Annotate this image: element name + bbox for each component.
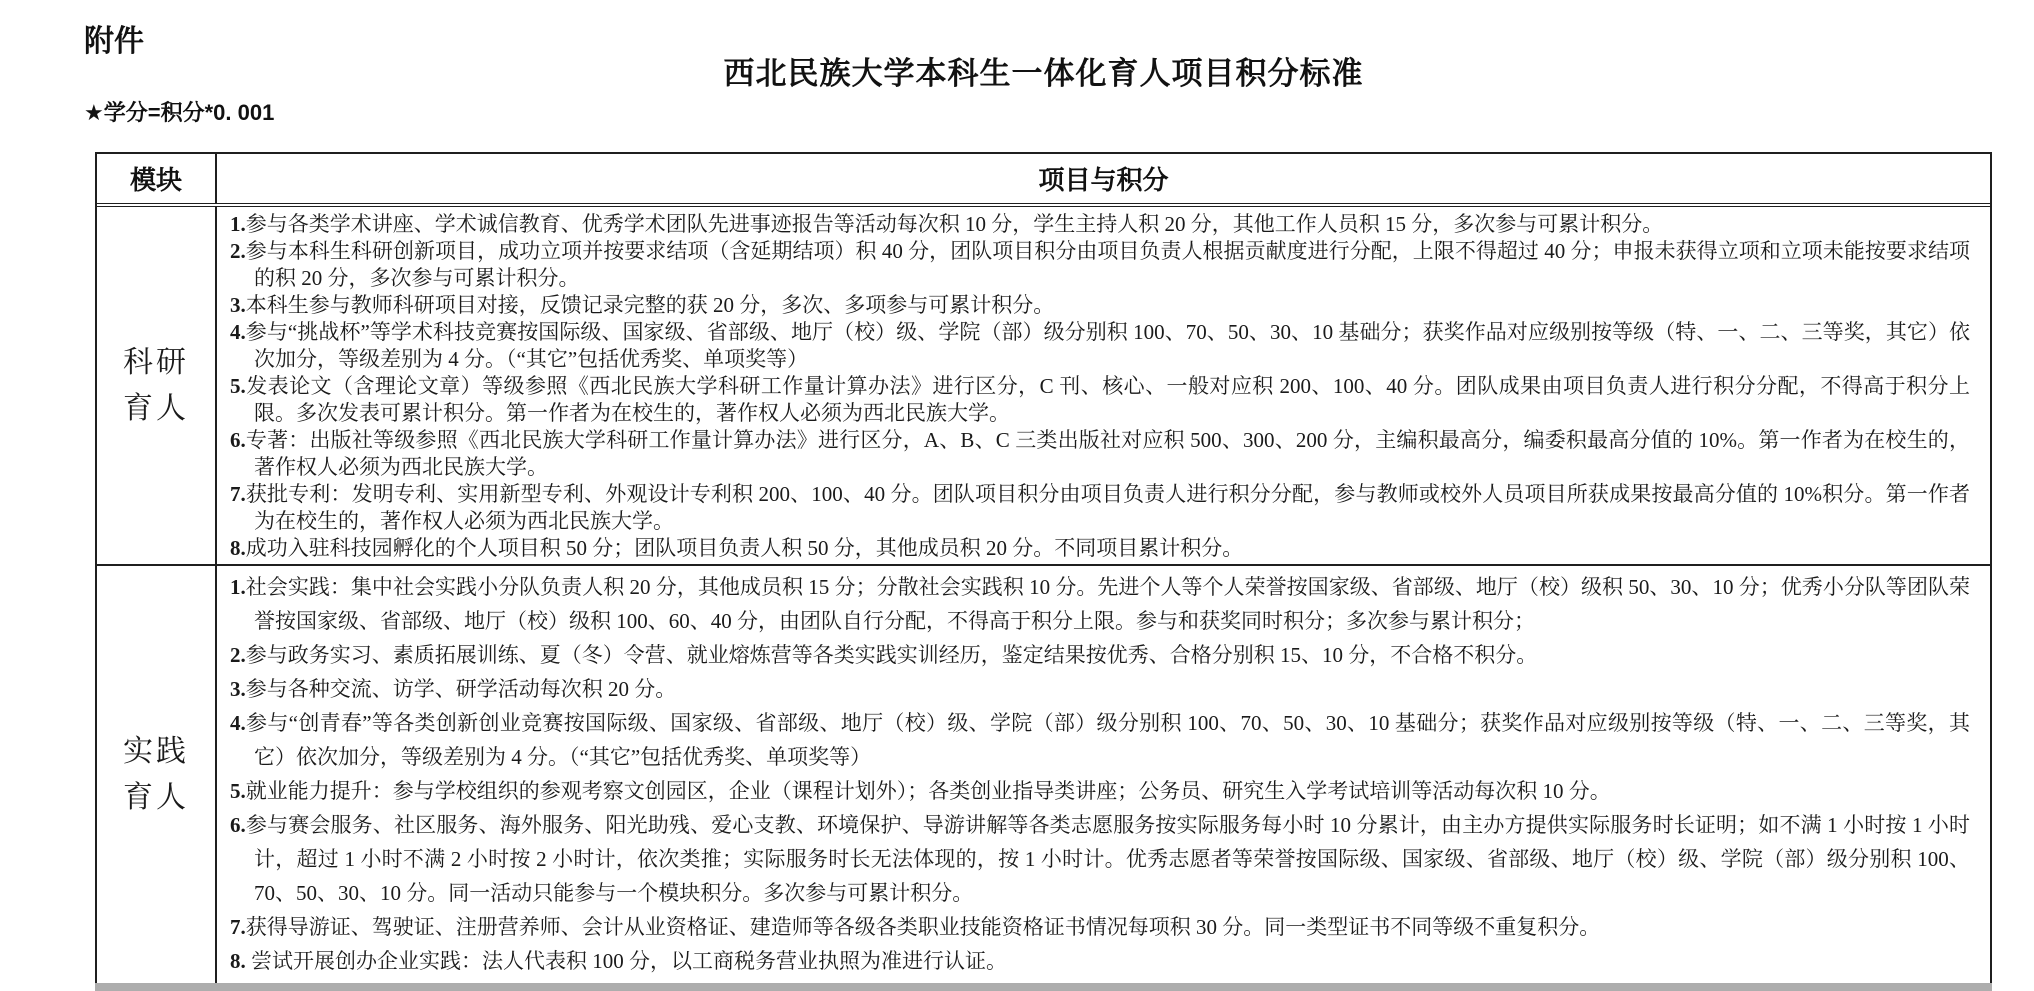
score-item: 7.获批专利：发明专利、实用新型专利、外观设计专利积 200、100、40 分。团队项目积分由项目负责人进行积分分配，参与教师或校外人员项目所获成果按最高分值的 10%积分。第一作者为在校生的，著作权人必须为西北民族大学。 <box>230 482 1970 533</box>
table-row <box>97 564 1990 983</box>
item-number: 1. <box>230 212 246 236</box>
score-item: 6.专著：出版社等级参照《西北民族大学科研工作量计算办法》进行区分，A、B、C 三类出版社对应积 500、300、200 分，主编积最高分，编委积最高分值的 10%。第一作者为在校生的，著作权人必须为西北民族大学。 <box>230 428 1970 479</box>
item-number: 8. <box>230 536 246 560</box>
content-cell <box>217 207 1990 564</box>
score-item: 1.参与各类学术讲座、学术诚信教育、优秀学术团队先进事迹报告等活动每次积 10 分，学生主持人积 20 分，其他工作人员积 15 分，多次参与可累计积分。 <box>230 212 1664 236</box>
score-item: 7.获得导游证、驾驶证、注册营养师、会计从业资格证、建造师等各级各类职业技能资格证书情况每项积 30 分。同一类型证书不同等级不重复积分。 <box>230 915 1601 939</box>
score-item: 3.本科生参与教师科研项目对接，反馈记录完整的获 20 分，多次、多项参与可累计积分。 <box>230 293 1055 317</box>
page-title: 西北民族大学本科生一体化育人项目积分标准 <box>723 56 1364 91</box>
item-number: 5. <box>230 374 246 398</box>
item-number: 8. <box>230 949 246 973</box>
module-cell: 科研 育人 <box>97 207 217 564</box>
module-column-header: 模块 <box>97 154 217 203</box>
item-number: 6. <box>230 813 246 837</box>
score-table-body <box>97 207 1990 983</box>
score-item: 2.参与政务实习、素质拓展训练、夏（冬）令营、就业熔炼营等各类实践实训经历，鉴定结果按优秀、合格分别积 15、10 分，不合格不积分。 <box>230 643 1538 667</box>
item-number: 4. <box>230 711 246 735</box>
item-number: 7. <box>230 482 246 506</box>
score-item: 4.参与“挑战杯”等学术科技竞赛按国际级、国家级、省部级、地厅（校）级、学院（部）级分别积 100、70、50、30、10 基础分；获奖作品对应级别按等级（特、一、二、三等奖，其它）依次加分，等级差别为 4 分。（“其它”包括优秀奖、单项奖等） <box>230 320 1970 371</box>
score-item: 2.参与本科生科研创新项目，成功立项并按要求结项（含延期结项）积 40 分，团队项目积分由项目负责人根据贡献度进行分配，上限不得超过 40 分；申报未获得立项和立项未能按要求结项的积 20 分，多次参与可累计积分。 <box>230 239 1970 290</box>
item-number: 2. <box>230 643 246 667</box>
score-item: 5.发表论文（含理论文章）等级参照《西北民族大学科研工作量计算办法》进行区分，C 刊、核心、一般对应积 200、100、40 分。团队成果由项目负责人进行积分分配，不得高于积分上限。多次发表可累计积分。第一作者为在校生的，著作权人必须为西北民族大学。 <box>230 374 1970 425</box>
score-item: 4.参与“创青春”等各类创新创业竞赛按国际级、国家级、省部级、地厅（校）级、学院（部）级分别积 100、70、50、30、10 基础分；获奖作品对应级别按等级（特、一、二、三等奖，其它）依次加分，等级差别为 4 分。（“其它”包括优秀奖、单项奖等） <box>230 711 1970 769</box>
item-number: 7. <box>230 915 246 939</box>
table-row <box>97 207 1990 564</box>
score-item: 5.就业能力提升：参与学校组织的参观考察文创园区，企业（课程计划外）；各类创业指导类讲座；公务员、研究生入学考试培训等活动每次积 10 分。 <box>230 779 1611 803</box>
score-item: 1.社会实践：集中社会实践小分队负责人积 20 分，其他成员积 15 分；分散社会实践积 10 分。先进个人等个人荣誉按国家级、省部级、地厅（校）级积 50、30、10 分；优秀小分队等团队荣誉按国家级、省部级、地厅（校）级积 100、60、40 分，由团队自行分配，不得高于积分上限。参与和获奖同时积分；多次参与累计积分； <box>230 575 1970 633</box>
credit-formula-note: ★学分=积分*0. 001 <box>84 100 275 125</box>
score-table <box>95 152 1992 985</box>
table-header-row <box>97 154 1990 207</box>
item-number: 6. <box>230 428 246 452</box>
item-number: 1. <box>230 575 246 599</box>
attachment-label: 附件 <box>84 25 144 58</box>
score-item: 8. 尝试开展创办企业实践：法人代表积 100 分，以工商税务营业执照为准进行认证。 <box>230 949 1007 973</box>
item-number: 3. <box>230 293 246 317</box>
content-column-header: 项目与积分 <box>1038 165 1169 195</box>
item-number: 5. <box>230 779 246 803</box>
content-cell <box>217 566 1990 983</box>
score-item: 3.参与各种交流、访学、研学活动每次积 20 分。 <box>230 677 677 701</box>
item-number: 2. <box>230 239 246 263</box>
page-edge-strip <box>95 983 1992 991</box>
item-number: 3. <box>230 677 246 701</box>
score-item: 8.成功入驻科技园孵化的个人项目积 50 分；团队项目负责人积 50 分，其他成员积 20 分。不同项目累计积分。 <box>230 536 1244 560</box>
item-number: 4. <box>230 320 246 344</box>
module-cell: 实践 育人 <box>97 566 217 983</box>
score-item: 6.参与赛会服务、社区服务、海外服务、阳光助残、爱心支教、环境保护、导游讲解等各类志愿服务按实际服务每小时 10 分累计，由主办方提供实际服务时长证明；如不满 1 小时按 1 小时计，超过 1 小时不满 2 小时按 2 小时计，依次类推；实际服务时长无法体现的，按 1 小时计。优秀志愿者等荣誉按国际级、国家级、省部级、地厅（校）级、学院（部）级分别积 100、70、50、30、10 分。同一活动只能参与一个模块积分。多次参与可累计积分。 <box>230 813 1970 905</box>
